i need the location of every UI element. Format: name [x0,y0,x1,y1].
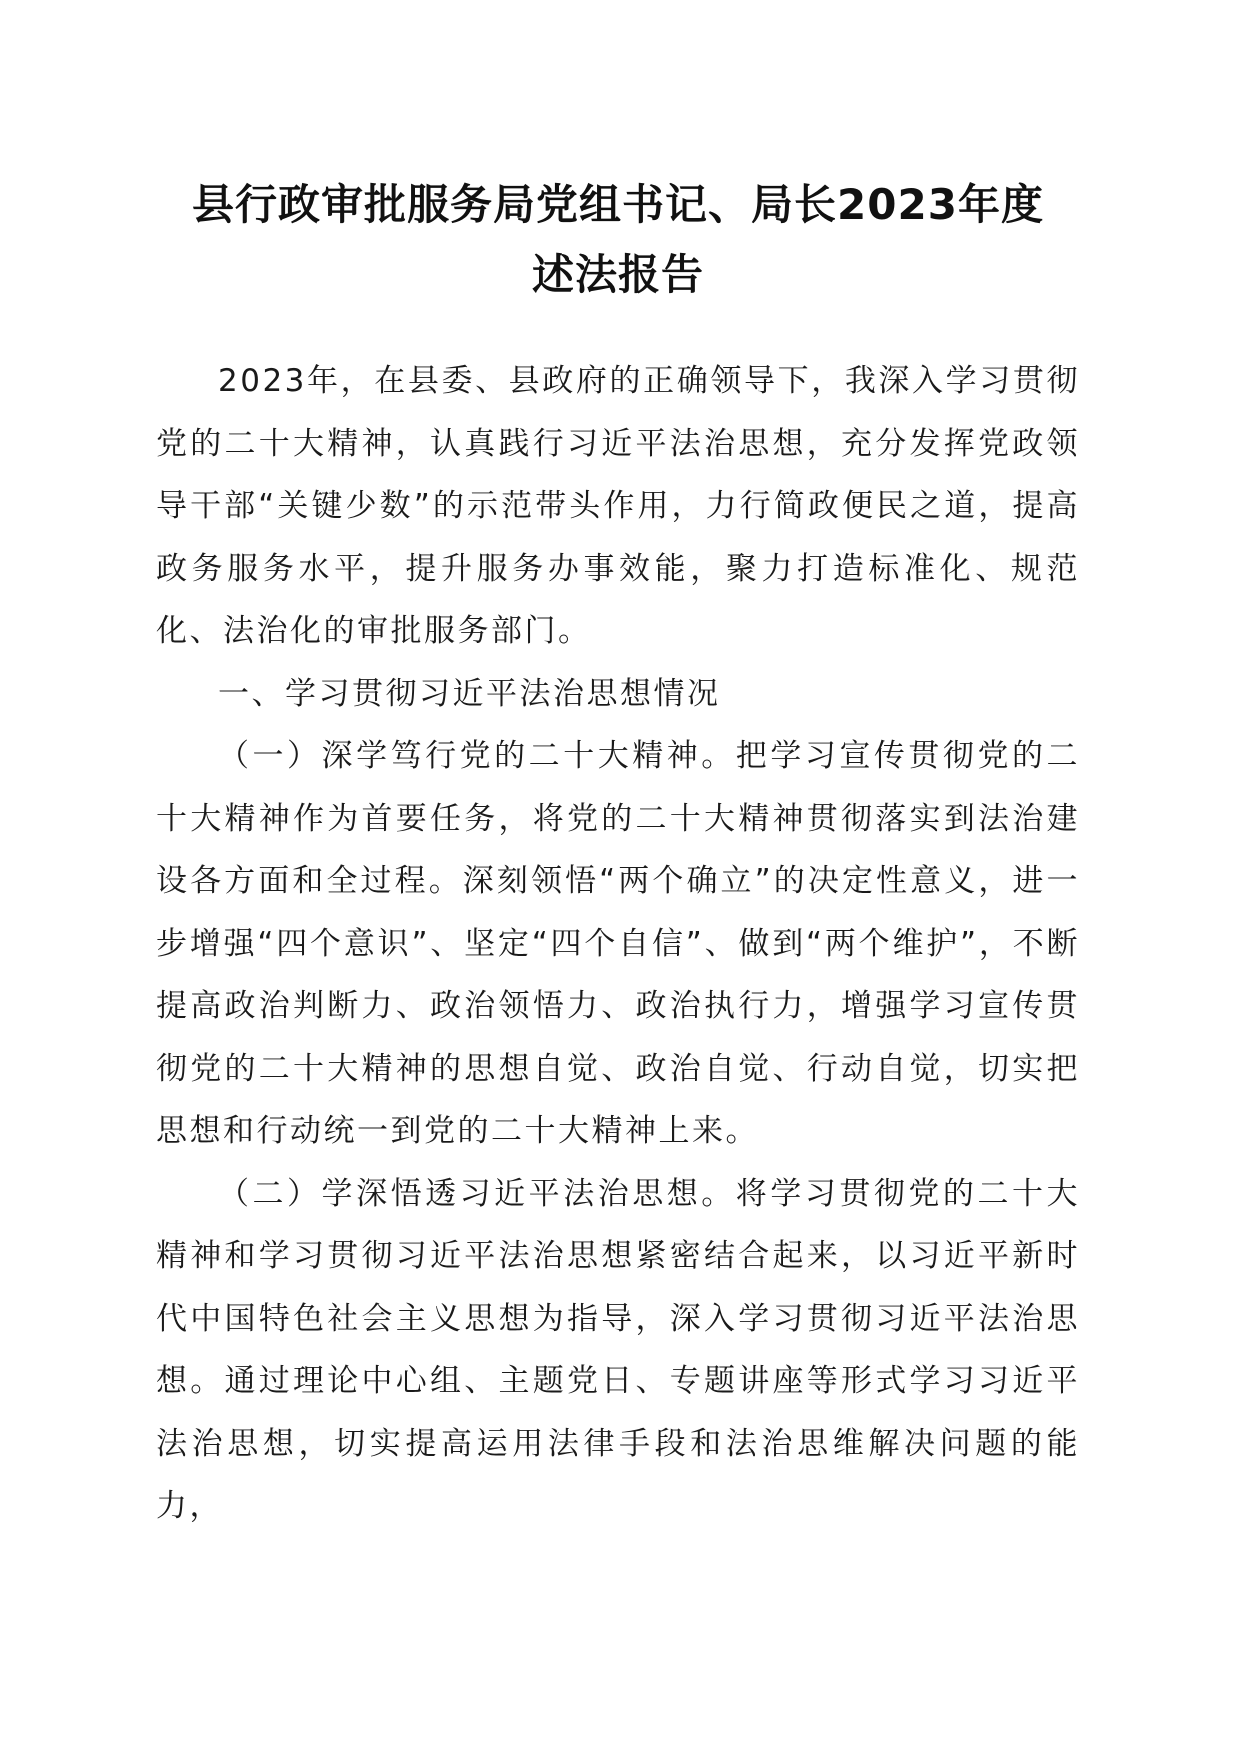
section-heading-1: 一、学习贯彻习近平法治思想情况 [218,675,721,712]
document-page [156,170,1080,1538]
section-1-paragraph-2: （二）学深悟透习近平法治思想。将学习贯彻党的二十大精神和学习贯彻习近平法治思想紧密结合起来，以习近平新时代中国特色社会主义思想为指导，深入学习贯彻习近平法治思想。通过理论中心组、主题党日、专题讲座等形式学习习近平法治思想，切实提高运用法律手段和法治思维解决问题的能力， [156,1175,1080,1524]
document-body [156,350,1080,1538]
document-title-line-1: 县行政审批服务局党组书记、局长2023年度 [192,180,1044,229]
section-1-paragraph-1: （一）深学笃行党的二十大精神。把学习宣传贯彻党的二十大精神作为首要任务，将党的二十大精神贯彻落实到法治建设各方面和全过程。深刻领悟“两个确立”的决定性意义，进一步增强“四个意识”、坚定“四个自信”、做到“两个维护”，不断提高政治判断力、政治领悟力、政治执行力，增强学习宣传贯彻党的二十大精神的思想自觉、政治自觉、行动自觉，切实把思想和行动统一到党的二十大精神上来。 [156,738,1080,1149]
document-title [156,170,1080,310]
document-title-line-2: 述法报告 [531,250,704,299]
intro-paragraph: 2023年，在县委、县政府的正确领导下，我深入学习贯彻党的二十大精神，认真践行习近平法治思想，充分发挥党政领导干部“关键少数”的示范带头作用，力行简政便民之道，提高政务服务水平，提升服务办事效能，聚力打造标准化、规范化、法治化的审批服务部门。 [156,363,1080,649]
